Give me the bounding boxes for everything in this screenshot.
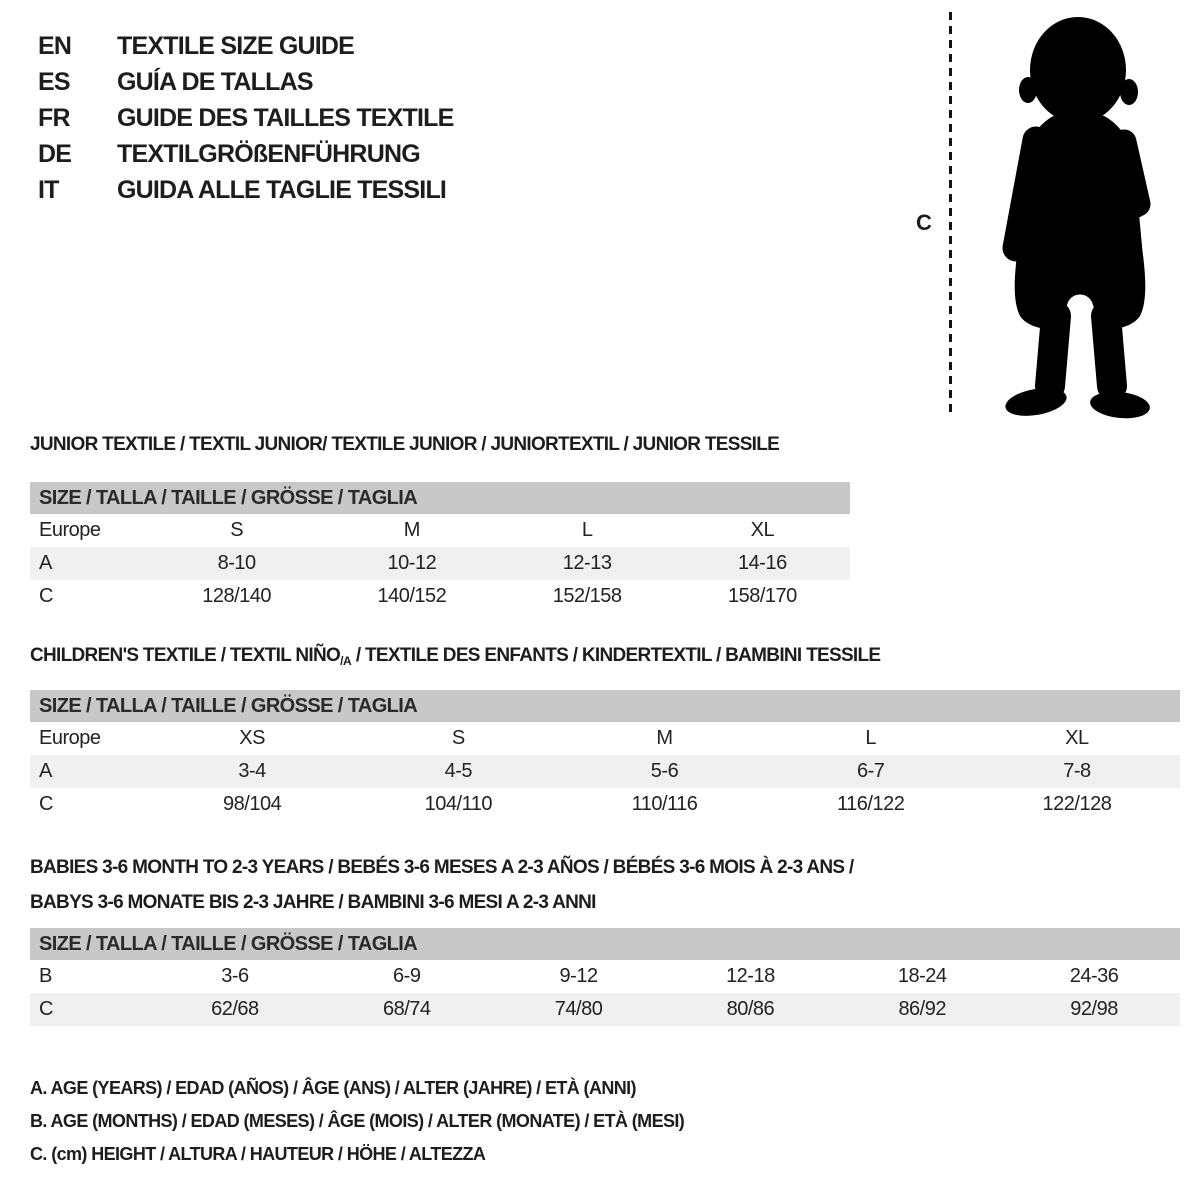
height-cell: 98/104: [223, 793, 282, 815]
size-cell: XL: [750, 519, 775, 541]
size-cell: M: [403, 519, 420, 541]
children-size-table: [30, 690, 1180, 821]
babies-title-line2: BABYS 3-6 MONATE BIS 2-3 JAHRE / BAMBINI 3-6 MESI A 2-3 ANNI: [30, 892, 596, 913]
height-cell: 104/110: [424, 793, 492, 815]
height-cell: 122/128: [1042, 793, 1112, 815]
babies-size-table: [30, 928, 1180, 1026]
legend-age-years: A. AGE (YEARS) / EDAD (AÑOS) / ÂGE (ANS) / ALTER (JAHRE) / ETÀ (ANNI): [30, 1078, 636, 1098]
measure-label-c: C: [916, 210, 932, 235]
language-label: GUIDE DES TAILLES TEXTILE: [117, 104, 454, 132]
height-cell: 140/152: [377, 585, 447, 607]
row-label: A: [39, 760, 52, 782]
language-title-list: [38, 28, 454, 208]
height-cell: 158/170: [727, 585, 797, 607]
height-cell: 80/86: [726, 998, 775, 1020]
language-row: [38, 172, 454, 208]
babies-title-line1: BABIES 3-6 MONTH TO 2-3 YEARS / BEBÉS 3-6 MESES A 2-3 AÑOS / BÉBÉS 3-6 MOIS À 2-3 ANS /: [30, 857, 854, 878]
language-row: [38, 100, 454, 136]
table-row-age: [30, 755, 1180, 788]
language-row: [38, 136, 454, 172]
table-row-height: [30, 993, 1180, 1026]
height-cell: 110/116: [631, 793, 698, 815]
months-cell: 24-36: [1069, 965, 1119, 987]
language-row: [38, 64, 454, 100]
months-cell: 18-24: [897, 965, 947, 987]
size-cell: L: [581, 519, 593, 541]
children-title-suffix: / TEXTILE DES ENFANTS / KINDERTEXTIL / BAMBINI TESSILE: [351, 645, 881, 666]
size-cell: XL: [1065, 727, 1089, 749]
months-cell: 9-12: [559, 965, 598, 987]
height-cell: 62/68: [211, 998, 259, 1020]
height-cell: 92/98: [1070, 998, 1118, 1020]
height-cell: 74/80: [554, 998, 603, 1020]
table-row-europe: [30, 722, 1180, 755]
row-label: B: [39, 965, 52, 987]
language-label: TEXTILGRÖßENFÜHRUNG: [117, 140, 420, 168]
size-cell: XS: [239, 727, 265, 749]
legend-age-months: B. AGE (MONTHS) / EDAD (MESES) / ÂGE (MOIS) / ALTER (MONATE) / ETÀ (MESI): [30, 1111, 685, 1131]
toddler-silhouette-icon: [962, 8, 1192, 422]
age-cell: 10-12: [387, 552, 437, 574]
age-cell: 3-4: [238, 760, 266, 782]
language-code: FR: [38, 104, 70, 132]
size-table-header: SIZE / TALLA / TAILLE / GRÖSSE / TAGLIA: [30, 482, 850, 514]
table-row-height: [30, 788, 1180, 821]
months-cell: 6-9: [393, 965, 421, 987]
height-cell: 152/158: [552, 585, 622, 607]
language-label: GUIDA ALLE TAGLIE TESSILI: [117, 176, 447, 204]
table-row-europe: [30, 514, 850, 547]
row-label: C: [39, 793, 53, 815]
age-cell: 4-5: [444, 760, 472, 782]
junior-section-title: JUNIOR TEXTILE / TEXTIL JUNIOR/ TEXTILE JUNIOR / JUNIORTEXTIL / JUNIOR TESSILE: [30, 434, 780, 455]
height-cell: 116/122: [837, 793, 905, 815]
row-label: A: [39, 552, 52, 574]
language-code: ES: [38, 68, 70, 96]
height-cell: 86/92: [898, 998, 946, 1020]
size-cell: S: [230, 519, 244, 541]
height-cell: 128/140: [202, 585, 272, 607]
children-section-title: [30, 645, 880, 668]
row-label: Europe: [39, 727, 101, 749]
language-code: DE: [38, 140, 72, 168]
table-row-height: [30, 580, 850, 613]
language-code: IT: [38, 176, 59, 204]
months-cell: 3-6: [221, 965, 249, 987]
children-title-subscript: /A: [340, 654, 352, 668]
height-dashed-line: [949, 12, 952, 416]
babies-section-title: [30, 850, 854, 920]
age-cell: 5-6: [650, 760, 679, 782]
children-title-prefix: CHILDREN'S TEXTILE / TEXTIL NIÑO: [30, 645, 341, 666]
age-cell: 8-10: [217, 552, 256, 574]
junior-size-table: [30, 482, 850, 613]
height-measure-figure: [900, 0, 1200, 430]
age-cell: 12-13: [562, 552, 612, 574]
legend-height-cm: C. (cm) HEIGHT / ALTURA / HAUTEUR / HÖHE / ALTEZZA: [30, 1144, 486, 1164]
row-label: Europe: [39, 519, 101, 541]
size-cell: M: [656, 727, 673, 749]
row-label: C: [39, 585, 53, 607]
language-label: GUÍA DE TALLAS: [117, 68, 313, 96]
size-table-header: SIZE / TALLA / TAILLE / GRÖSSE / TAGLIA: [30, 690, 1180, 722]
measure-legend: [30, 1072, 684, 1171]
language-label: TEXTILE SIZE GUIDE: [117, 32, 355, 60]
row-label: C: [39, 998, 53, 1020]
language-row: [38, 28, 454, 64]
size-table-header: SIZE / TALLA / TAILLE / GRÖSSE / TAGLIA: [30, 928, 1180, 960]
height-cell: 68/74: [382, 998, 431, 1020]
age-cell: 14-16: [738, 552, 787, 574]
size-cell: L: [865, 727, 877, 749]
table-row-months: [30, 960, 1180, 993]
months-cell: 12-18: [726, 965, 775, 987]
size-cell: S: [451, 727, 465, 749]
age-cell: 7-8: [1063, 760, 1091, 782]
age-cell: 6-7: [857, 760, 885, 782]
language-code: EN: [38, 32, 72, 60]
table-row-age: [30, 547, 850, 580]
